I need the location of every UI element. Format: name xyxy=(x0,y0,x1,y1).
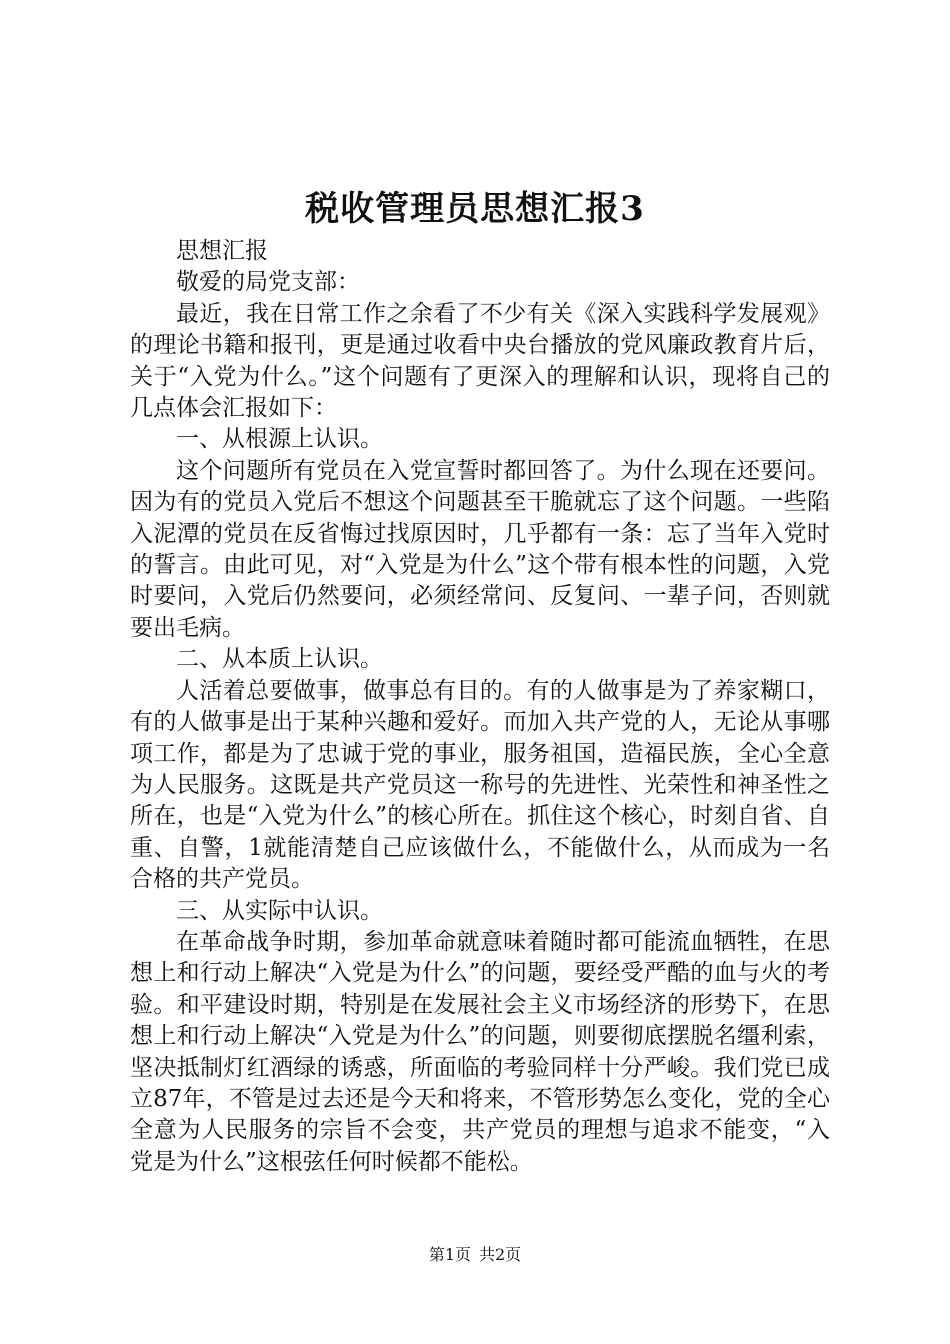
paragraph-section-1: 这个问题所有党员在入党宣誓时都回答了。为什么现在还要问。因为有的党员入党后不想这个问题甚至干脆就忘了这个问题。一些陷入泥潭的党员在反省悔过找原因时，几乎都有一条：忘了当年入党时的誓言。由此可见，对“入党是为什么”这个带有根本性的问题，入党时要问，入党后仍然要问，必须经常问、反复问、一辈子问，否则就要出毛病。 xyxy=(130,457,830,641)
paragraph-section-2: 人活着总要做事，做事总有目的。有的人做事是为了养家糊口，有的人做事是出于某种兴趣和爱好。而加入共产党的人，无论从事哪项工作，都是为了忠诚于党的事业，服务祖国，造福民族，全心全意为人民服务。这既是共产党员这一称号的先进性、光荣性和神圣性之所在，也是“入党为什么”的核心所在。抓住这个核心，时刻自省、自重、自警，1就能清楚自己应该做什么，不能做什么，从而成为一名合格的共产党员。 xyxy=(130,677,830,893)
page-number: 第1页 xyxy=(428,1245,471,1264)
section-heading-1: 一、从根源上认识。 xyxy=(176,426,383,453)
paragraph-heading: 思想汇报 xyxy=(176,238,268,264)
paragraph-salutation: 敬爱的局党支部： xyxy=(176,269,360,296)
page-footer xyxy=(0,1244,950,1266)
paragraph-intro: 最近，我在日常工作之余看了不少有关《深入实践科学发展观》的理论书籍和报刊，更是通过收看中央台播放的党风廉政教育片后，关于“入党为什么。”这个问题有了更深入的理解和认识，现将自己的几点体会汇报如下： xyxy=(130,300,830,422)
document-body xyxy=(130,236,830,1178)
section-heading-3: 三、从实际中认识。 xyxy=(176,897,383,924)
page-total: 共2页 xyxy=(479,1245,522,1264)
section-heading-2: 二、从本质上认识。 xyxy=(176,646,383,673)
document-title: 税收管理员思想汇报3 xyxy=(305,189,645,229)
paragraph-section-3: 在革命战争时期，参加革命就意味着随时都可能流血牺牲，在思想上和行动上解决“入党是为什么”的问题，要经受严酷的血与火的考验。和平建设时期，特别是在发展社会主义市场经济的形势下，在思想上和行动上解决“入党是为什么”的问题，则要彻底摆脱名缰利索，坚决抵制灯红酒绿的诱惑，所面临的考验同样十分严峻。我们党已成立87年，不管是过去还是今天和将来，不管形势怎么变化，党的全心全意为人民服务的宗旨不会变，共产党员的理想与追求不能变，“入党是为什么”这根弦任何时候都不能松。 xyxy=(130,928,830,1175)
